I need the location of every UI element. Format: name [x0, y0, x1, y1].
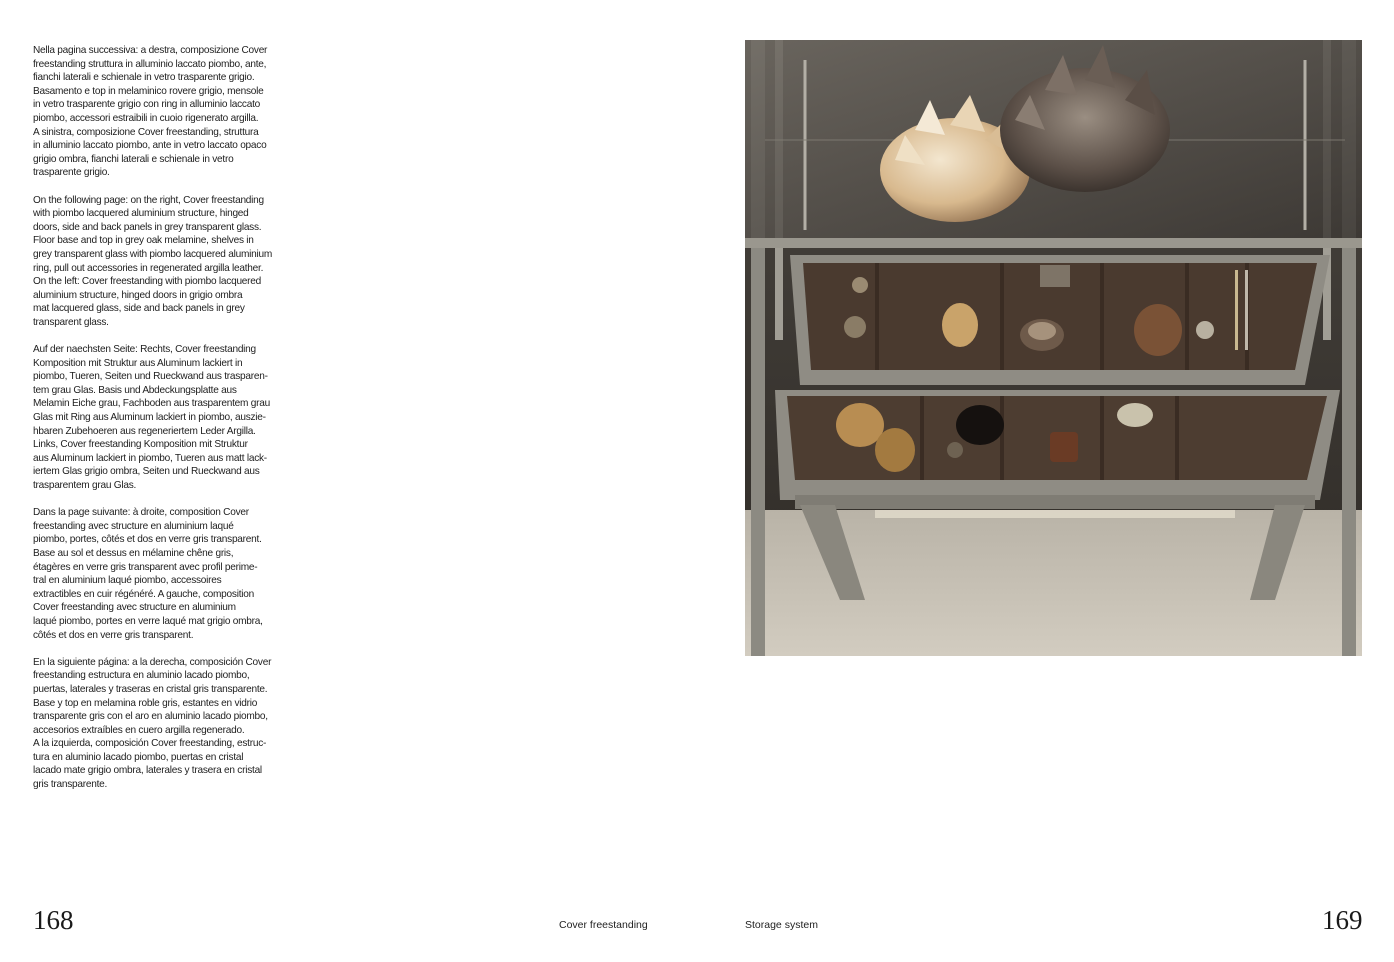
- caption-english: On the following page: on the right, Cover freestanding with piombo lacquered aluminium structure, hinged doors, side and back panels in grey transparent glass. Floor base and top in grey oak melamine, shelves in grey transparent glass with piombo lacquered aluminium ring, pull out accessories in regenerated argilla leather. On the left: Cover freestanding with piombo lacquered aluminium structure, hinged doors in grigio ombra mat lacquered glass, side and back panels in grey transparent glass.: [33, 194, 272, 328]
- leather-box: [1050, 432, 1078, 462]
- round-brush: [1117, 403, 1153, 427]
- running-footer-left: Cover freestanding: [559, 919, 648, 931]
- brown-pouch: [1134, 304, 1182, 356]
- chain-bracelet: [1040, 265, 1070, 287]
- brooch: [852, 277, 868, 293]
- gold-pouch: [942, 303, 978, 347]
- caption-french: Dans la page suivante: à droite, composition Cover freestanding avec structure en aluminium laqué piombo, portes, côtés et dos en verre gris transparent. Base au sol et dessus en mélamine chêne gris, étagères en verre gris transparent avec profil perime- tral en aluminium laqué piombo, accessoires extractibles en cuir régénéré. A gauche, composition Cover freestanding avec structure en aluminium laqué piombo, portes en verre laqué mat grigio ombra, côtés et dos en verre gris transparent.: [33, 507, 263, 641]
- caption-german: Auf der naechsten Seite: Rechts, Cover freestanding Komposition mit Struktur aus Aluminum lackiert in piombo, Tueren, Seiten und Rueckwand aus trasparen- tem grau Glas. Basis und Abdeckungsplatte aus Melamin Eiche grau, Fachboden aus trasparentem grau Glas mit Ring aus Aluminum lackiert in piombo, auszie- hbaren Zubehoeren aus regeneriertem Leder Argilla. Links, Cover freestanding Komposition mit Struktur aus Aluminum lackiert in piombo, Tueren aus matt lack- iertem Glas grigio ombra, Seiten und Rueckwand aus trasparentem grau Glas.: [33, 344, 270, 491]
- running-footer-right: Storage system: [745, 919, 818, 931]
- frame-base: [795, 495, 1315, 509]
- product-photo: [745, 40, 1362, 656]
- page-number-right: 169: [1322, 905, 1363, 935]
- satin-pouch-gold: [836, 403, 884, 447]
- black-pouch: [956, 405, 1004, 445]
- drawer-photo-illustration: [745, 40, 1362, 656]
- glass-shelf-rim: [745, 238, 1362, 248]
- caption-italian: Nella pagina successiva: a destra, composizione Cover freestanding struttura in alluminio laccato piombo, ante, fianchi laterali e schienale in vetro trasparente grigio. Basamento e top in melaminico rovere grigio, mensole in vetro trasparente grigio con ring in alluminio laccato piombo, accessori estraibili in cuoio rigenerato argilla. A sinistra, composizione Cover freestanding, struttura in alluminio laccato piombo, ante in vetro laccato opaco grigio ombra, fianchi laterali e schienale in vetro trasparente grigio.: [33, 45, 268, 179]
- page-number-left: 168: [33, 905, 74, 935]
- caption-spanish: En la siguiente página: a la derecha, composición Cover freestanding estructura en aluminio lacado piombo, puertas, laterales y traseras en cristal gris transparente. Base y top en melamina roble gris, estantes en vidrio transparente gris con el aro en aluminio lacado piombo, accesorios extraíbles en cuero argilla regenerado. A la izquierda, composición Cover freestanding, estruc- tura en aluminio lacado piombo, puertas en cristal lacado mate grigio ombra, laterales y trasera en cristal gris transparente.: [33, 656, 272, 791]
- caption-text-column: [33, 44, 283, 805]
